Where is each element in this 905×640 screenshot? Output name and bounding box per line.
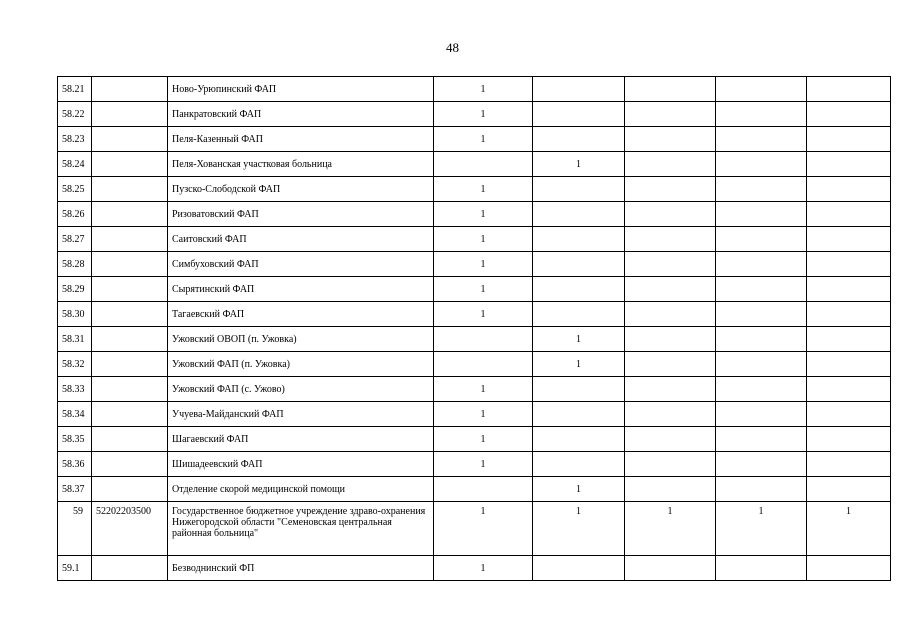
facility-name-cell: Тагаевский ФАП [168,302,434,327]
code-cell [92,177,168,202]
table-row [58,152,891,177]
table-row [58,502,891,556]
row-number-cell: 58.32 [58,352,92,377]
table-row [58,227,891,252]
value-cell-3 [625,302,716,327]
value-cell-2 [533,452,625,477]
table-row [58,202,891,227]
value-cell-1: 1 [434,502,533,556]
value-cell-3 [625,77,716,102]
value-cell-3 [625,202,716,227]
code-cell [92,327,168,352]
code-cell [92,277,168,302]
value-cell-5 [807,227,891,252]
value-cell-2: 1 [533,152,625,177]
table-row [58,556,891,581]
code-cell [92,302,168,327]
value-cell-5 [807,177,891,202]
value-cell-5 [807,402,891,427]
value-cell-5 [807,377,891,402]
facility-name-cell: Отделение скорой медицинской помощи [168,477,434,502]
table-row [58,402,891,427]
value-cell-3 [625,327,716,352]
value-cell-2: 1 [533,477,625,502]
value-cell-5 [807,302,891,327]
value-cell-1 [434,477,533,502]
page-number: 48 [446,40,459,55]
code-cell: 52202203500 [92,502,168,556]
value-cell-3 [625,152,716,177]
value-cell-2 [533,556,625,581]
value-cell-1 [434,327,533,352]
facility-name-cell: Саитовский ФАП [168,227,434,252]
value-cell-5 [807,152,891,177]
value-cell-4 [716,252,807,277]
table-row [58,452,891,477]
code-cell [92,227,168,252]
table-row [58,177,891,202]
facility-name-cell: Ужовский ФАП (п. Ужовка) [168,352,434,377]
value-cell-2: 1 [533,352,625,377]
value-cell-4 [716,556,807,581]
code-cell [92,127,168,152]
value-cell-2 [533,177,625,202]
table-row [58,477,891,502]
value-cell-4 [716,77,807,102]
row-number-cell: 58.35 [58,427,92,452]
row-number-cell: 58.21 [58,77,92,102]
value-cell-5: 1 [807,502,891,556]
row-number-cell: 58.25 [58,177,92,202]
facility-name-cell: Панкратовский ФАП [168,102,434,127]
value-cell-3 [625,556,716,581]
value-cell-5 [807,102,891,127]
facility-name-cell: Учуева-Майданский ФАП [168,402,434,427]
value-cell-5 [807,252,891,277]
value-cell-1: 1 [434,427,533,452]
row-number-cell: 59 [58,502,92,556]
value-cell-2 [533,252,625,277]
value-cell-2 [533,227,625,252]
table-row [58,102,891,127]
code-cell [92,102,168,127]
value-cell-1: 1 [434,102,533,127]
facility-name-cell: Государственное бюджетное учреждение здраво-охранения Нижегородской области "Семеновская центральная районная больница" [168,502,434,556]
value-cell-4 [716,427,807,452]
value-cell-3 [625,277,716,302]
value-cell-2 [533,277,625,302]
table-row [58,77,891,102]
code-cell [92,427,168,452]
value-cell-1: 1 [434,202,533,227]
table-row [58,252,891,277]
facility-name-cell: Шагаевский ФАП [168,427,434,452]
value-cell-2 [533,202,625,227]
data-table [57,76,891,581]
table-row [58,327,891,352]
facility-name-cell: Симбуховский ФАП [168,252,434,277]
row-number-cell: 58.28 [58,252,92,277]
value-cell-1: 1 [434,452,533,477]
value-cell-5 [807,427,891,452]
code-cell [92,152,168,177]
code-cell [92,402,168,427]
row-number-cell: 58.27 [58,227,92,252]
value-cell-1: 1 [434,127,533,152]
facility-name-cell: Пеля-Хованская участковая больница [168,152,434,177]
value-cell-4 [716,377,807,402]
value-cell-4 [716,202,807,227]
value-cell-4 [716,302,807,327]
value-cell-1: 1 [434,177,533,202]
value-cell-3 [625,352,716,377]
value-cell-5 [807,556,891,581]
row-number-cell: 58.33 [58,377,92,402]
value-cell-4 [716,277,807,302]
row-number-cell: 58.26 [58,202,92,227]
facility-name-cell: Ужовский ФАП (с. Ужово) [168,377,434,402]
value-cell-5 [807,202,891,227]
value-cell-5 [807,327,891,352]
value-cell-2: 1 [533,502,625,556]
row-number-cell: 58.29 [58,277,92,302]
value-cell-2 [533,77,625,102]
code-cell [92,377,168,402]
value-cell-4 [716,402,807,427]
value-cell-4 [716,352,807,377]
value-cell-4 [716,227,807,252]
value-cell-1: 1 [434,402,533,427]
row-number-cell: 58.37 [58,477,92,502]
row-number-cell: 58.31 [58,327,92,352]
value-cell-3 [625,377,716,402]
facility-name-cell: Ужовский ОВОП (п. Ужовка) [168,327,434,352]
value-cell-1: 1 [434,302,533,327]
facility-name-cell: Ризоватовский ФАП [168,202,434,227]
value-cell-5 [807,452,891,477]
value-cell-2 [533,402,625,427]
value-cell-5 [807,77,891,102]
value-cell-1: 1 [434,377,533,402]
facility-name-cell: Пеля-Казенный ФАП [168,127,434,152]
value-cell-2 [533,377,625,402]
value-cell-4 [716,127,807,152]
row-number-cell: 58.36 [58,452,92,477]
value-cell-3 [625,227,716,252]
row-number-cell: 58.22 [58,102,92,127]
value-cell-3 [625,252,716,277]
value-cell-4 [716,477,807,502]
facility-name-cell: Ново-Урюпинский ФАП [168,77,434,102]
value-cell-1: 1 [434,252,533,277]
value-cell-1: 1 [434,227,533,252]
value-cell-5 [807,477,891,502]
table-row [58,427,891,452]
value-cell-1: 1 [434,556,533,581]
value-cell-4: 1 [716,502,807,556]
code-cell [92,77,168,102]
facility-name-cell: Пузско-Слободской ФАП [168,177,434,202]
table-row [58,377,891,402]
table-row [58,302,891,327]
row-number-cell: 58.34 [58,402,92,427]
value-cell-3 [625,427,716,452]
value-cell-5 [807,352,891,377]
code-cell [92,352,168,377]
value-cell-4 [716,452,807,477]
value-cell-1 [434,152,533,177]
value-cell-3 [625,102,716,127]
code-cell [92,477,168,502]
value-cell-3 [625,402,716,427]
value-cell-2: 1 [533,327,625,352]
code-cell [92,252,168,277]
code-cell [92,452,168,477]
value-cell-1: 1 [434,77,533,102]
value-cell-2 [533,427,625,452]
facility-name-cell: Сырятинский ФАП [168,277,434,302]
value-cell-4 [716,102,807,127]
value-cell-5 [807,127,891,152]
table-row [58,127,891,152]
value-cell-1 [434,352,533,377]
facility-name-cell: Безводнинский ФП [168,556,434,581]
row-number-cell: 58.23 [58,127,92,152]
value-cell-3 [625,177,716,202]
value-cell-3 [625,452,716,477]
facility-name-cell: Шишадеевский ФАП [168,452,434,477]
row-number-cell: 59.1 [58,556,92,581]
value-cell-4 [716,152,807,177]
table-body [58,77,891,581]
value-cell-5 [807,277,891,302]
row-number-cell: 58.30 [58,302,92,327]
value-cell-3 [625,127,716,152]
value-cell-2 [533,302,625,327]
value-cell-3: 1 [625,502,716,556]
value-cell-1: 1 [434,277,533,302]
value-cell-2 [533,102,625,127]
table-row [58,352,891,377]
value-cell-2 [533,127,625,152]
value-cell-4 [716,327,807,352]
value-cell-4 [716,177,807,202]
value-cell-3 [625,477,716,502]
code-cell [92,202,168,227]
table-row [58,277,891,302]
code-cell [92,556,168,581]
row-number-cell: 58.24 [58,152,92,177]
